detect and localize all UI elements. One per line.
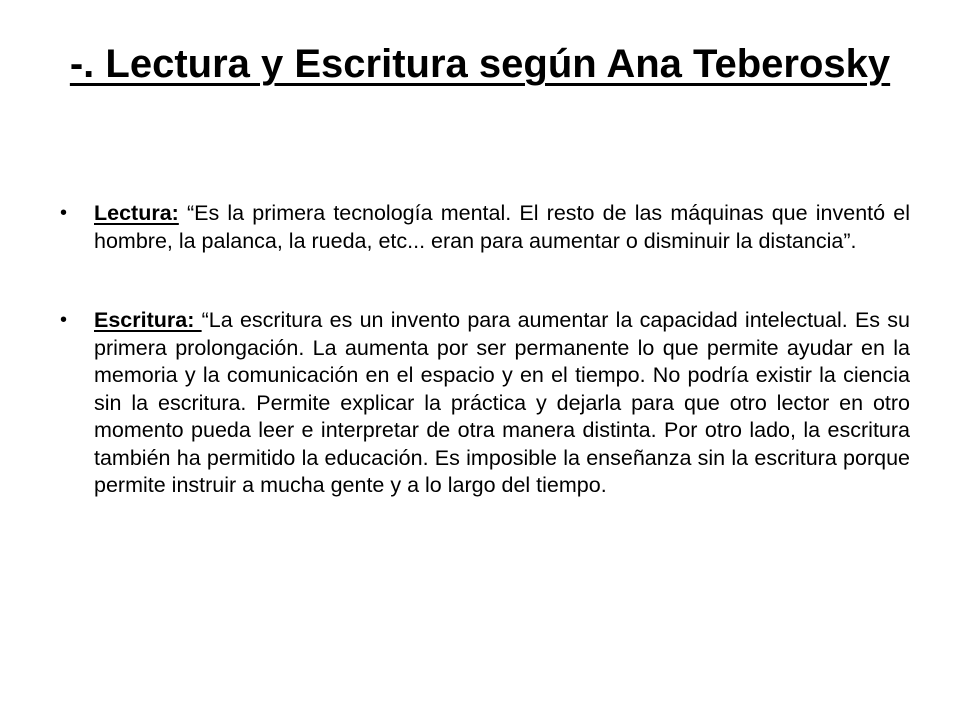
bullet-item-lectura	[60, 200, 910, 255]
bullet-text-lectura: “Es la primera tecnología mental. El resto de las máquinas que inventó el hombre, la palanca, la rueda, etc... eran para aumentar o disminuir la distancia”.	[94, 201, 910, 253]
bullet-item-escritura	[60, 307, 910, 500]
bullet-dot-icon: •	[60, 309, 68, 331]
bullet-label-lectura: Lectura:	[94, 201, 179, 225]
slide-title: -. Lectura y Escritura según Ana Teberosky	[69, 42, 891, 86]
bullet-text-escritura: “La escritura es un invento para aumentar la capacidad intelectual. Es su primera prolongación. La aumenta por ser permanente lo que permite ayudar en la memoria y la comunicación en el espacio y en el tiempo. No podría existir la ciencia sin la escritura. Permite explicar la práctica y dejarla para que otro lector en otro momento pueda leer e interpretar de otra manera distinta. Por otro lado, la escritura también ha permitido la educación. Es imposible la enseñanza sin la escritura porque permite instruir a mucha gente y a lo largo del tiempo.	[94, 308, 910, 497]
bullet-dot-icon: •	[60, 202, 68, 224]
bullet-list	[60, 200, 910, 500]
bullet-label-escritura: Escritura:	[94, 308, 202, 332]
